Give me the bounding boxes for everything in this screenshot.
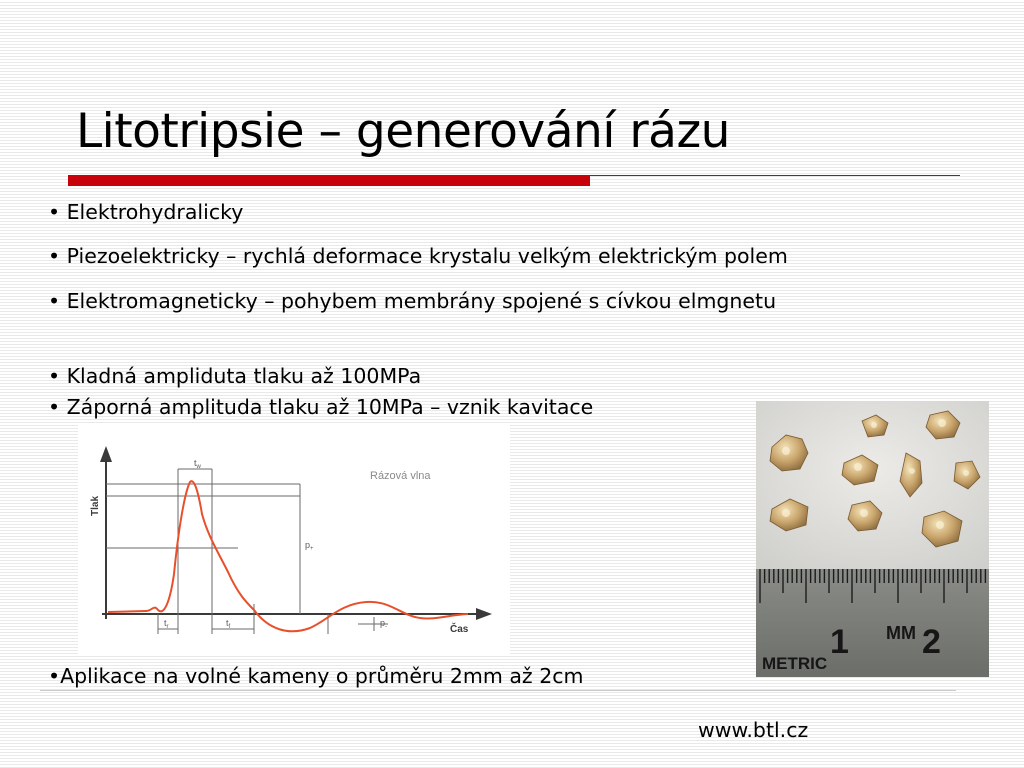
annotation-tr: $t_r$ xyxy=(164,618,169,630)
annotation-p-plus: $p_+$ xyxy=(305,540,314,552)
footer-url: www.btl.cz xyxy=(698,718,809,742)
bullet-electrohydraulic: • Elektrohydralicky xyxy=(48,200,244,224)
annotation-tf: $t_f$ xyxy=(226,618,231,630)
title-underline-bar xyxy=(68,175,590,186)
ruler-unit: MM xyxy=(886,623,916,643)
bullet-electromagnetic: • Elektromagneticky – pohybem membrány spojené s cívkou elmgnetu xyxy=(48,289,777,313)
annotation-tw: $t_w$ xyxy=(194,458,201,470)
bullet-piezoelectric: • Piezoelektricky – rychlá deformace krystalu velkým elektrickým polem xyxy=(48,244,788,268)
title-underline-rule xyxy=(590,175,960,176)
ruler-number-1: 1 xyxy=(830,623,849,661)
dimension-arrows xyxy=(158,469,254,629)
x-axis-label: Čas xyxy=(450,624,469,635)
bullet-application: •Aplikace na volné kameny o průměru 2mm až 2cm xyxy=(48,664,584,688)
annotation-p-minus: $p_-$ xyxy=(380,618,388,630)
diagram-guide-lines xyxy=(106,469,388,634)
kidney-stones-photo xyxy=(756,401,989,677)
x-axis-arrow-icon xyxy=(476,608,492,620)
shockwave-curve xyxy=(108,481,468,631)
diagram-label: Rázová vlna xyxy=(370,470,431,482)
slide-title: Litotripsie – generování rázu xyxy=(76,104,730,159)
bullet-positive-amplitude: • Kladná ampliduta tlaku až 100MPa xyxy=(48,364,422,388)
ruler-metric-label: METRIC xyxy=(762,654,828,673)
ruler-number-2: 2 xyxy=(922,623,941,661)
y-axis-label: Tlak xyxy=(90,495,101,516)
bullet-negative-amplitude: • Záporná amplituda tlaku až 10MPa – vznik kavitace xyxy=(48,395,594,419)
y-axis-arrow-icon xyxy=(100,446,112,462)
shockwave-diagram xyxy=(78,424,510,656)
footer-rule xyxy=(40,690,956,691)
